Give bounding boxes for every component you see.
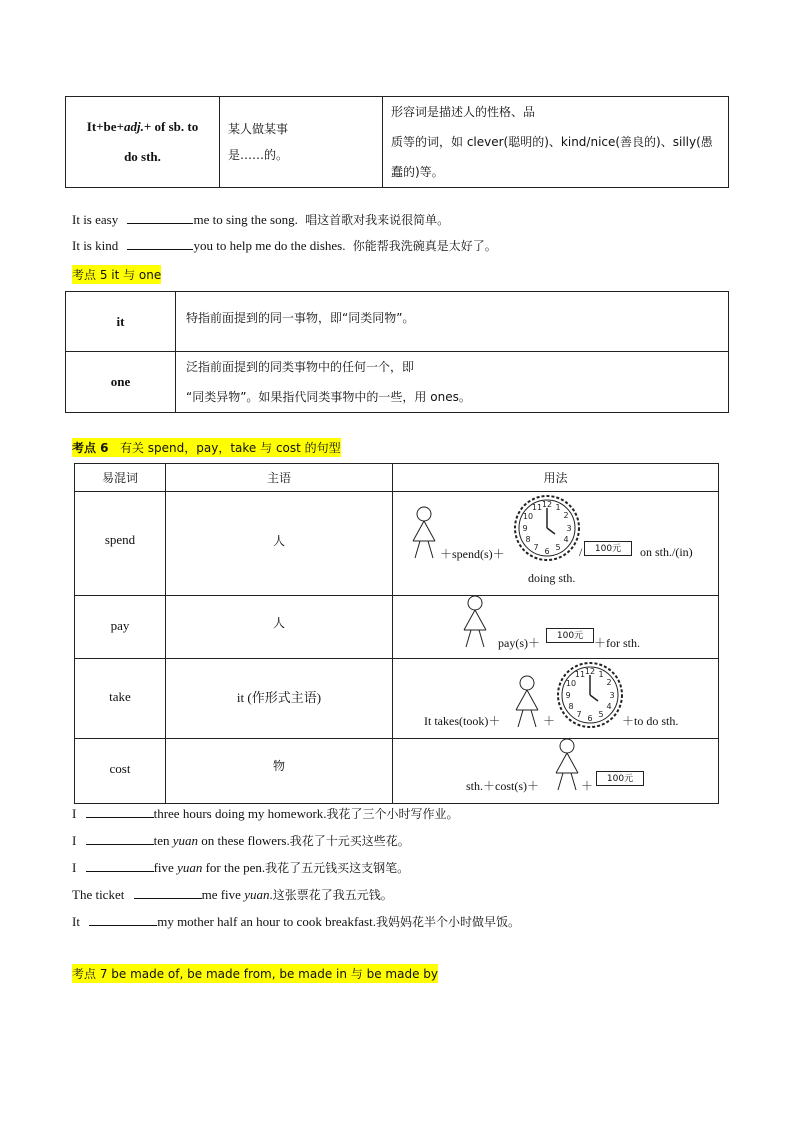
one-desc-cell <box>176 352 729 413</box>
it-word-cell <box>66 292 176 352</box>
svg-text:7: 7 <box>576 710 582 719</box>
exercise-post: five <box>153 860 178 875</box>
usage-take-a: It takes(took)＋ <box>424 714 501 728</box>
one-desc-line1: 泛指前面提到的同类事物中的任何一个，即 <box>186 360 415 374</box>
row-word <box>75 659 166 739</box>
exercise-cn: 我妈妈花半个小时做早饭。 <box>375 915 520 929</box>
one-word: one <box>110 374 131 389</box>
answer-blank[interactable] <box>127 211 193 224</box>
exercise-line-5 <box>72 913 520 930</box>
usage-pay-a: pay(s)＋ <box>498 636 540 650</box>
exercise-italic: yuan <box>244 887 270 902</box>
money-label: 100元 <box>594 544 622 554</box>
header-subject-label: 主语 <box>266 471 291 485</box>
usage-take-c: ＋to do sth. <box>622 714 679 728</box>
exercise-pre: I <box>72 833 77 848</box>
answer-blank[interactable] <box>127 237 193 250</box>
svg-text:2: 2 <box>563 511 569 520</box>
example-post: you to help me do the dishes. <box>193 238 346 253</box>
exercise-post: my mother half an hour to cook breakfast. <box>157 914 376 929</box>
pattern-cell <box>66 97 220 188</box>
it-one-table <box>65 291 729 413</box>
exercise-cn: 这张票花了我五元钱。 <box>272 888 393 902</box>
svg-text:12: 12 <box>584 667 596 676</box>
exercise-cn: 我花了五元钱买这支钢笔。 <box>265 861 410 875</box>
exercise-pre: It <box>72 914 80 929</box>
header-subject <box>166 464 393 492</box>
clock-icon <box>513 494 581 562</box>
exercise-cn: 我花了三个小时写作业。 <box>326 807 459 821</box>
header-usage <box>393 464 719 492</box>
usage-spend-b: / <box>579 545 583 559</box>
svg-text:5: 5 <box>598 710 604 719</box>
example-line-1 <box>72 211 449 228</box>
exercise-pre: The ticket <box>72 887 125 902</box>
example-line-2 <box>72 237 497 254</box>
header-word <box>75 464 166 492</box>
usage-cost-a: sth.＋cost(s)＋ <box>466 779 539 793</box>
svg-text:2: 2 <box>606 678 612 687</box>
header-usage-label: 用法 <box>543 471 568 485</box>
pattern-adj: adj. <box>123 119 144 134</box>
answer-blank[interactable] <box>86 859 154 872</box>
pattern-part1: It+be+ <box>86 119 124 134</box>
clock-icon <box>556 661 624 729</box>
heading-topic-6 <box>72 438 341 457</box>
header-word-label: 易混词 <box>101 471 138 485</box>
pattern-line2: do sth. <box>124 149 161 164</box>
exercise-post2: on these flowers. <box>198 833 290 848</box>
money-label: 100元 <box>606 774 634 784</box>
exercise-pre: I <box>72 860 77 875</box>
it-desc-cell <box>176 292 729 352</box>
svg-text:8: 8 <box>525 535 531 544</box>
person-icon <box>553 738 581 792</box>
row-word <box>75 739 166 804</box>
row-subject <box>166 492 393 596</box>
svg-text:1: 1 <box>555 503 561 512</box>
svg-text:9: 9 <box>565 691 571 700</box>
row-word <box>75 492 166 596</box>
heading-topic-6-text: 有关 spend，pay，take 与 cost 的句型 <box>119 441 341 455</box>
svg-text:9: 9 <box>522 524 528 533</box>
it-desc: 特指前面提到的同一事物，即“同类同物”。 <box>186 311 415 325</box>
exercise-post2: . <box>269 887 273 902</box>
row-word <box>75 596 166 659</box>
exercise-post: me five <box>201 887 245 902</box>
usage-spend-a: ＋spend(s)＋ <box>440 547 505 561</box>
exercise-line-1 <box>72 805 459 822</box>
pattern-table <box>65 96 729 188</box>
exercise-cn: 我花了十元买这些花。 <box>289 834 410 848</box>
money-icon <box>596 771 644 786</box>
row-subject <box>166 596 393 659</box>
row-usage-pay <box>393 596 719 659</box>
svg-text:11: 11 <box>531 503 543 512</box>
svg-text:6: 6 <box>544 547 550 556</box>
svg-text:7: 7 <box>533 543 539 552</box>
one-desc-line2: “同类异物”。如果指代同类事物中的一些，用 ones。 <box>186 390 471 404</box>
usage-spend-c: on sth./(in) <box>640 545 693 559</box>
exercise-post: ten <box>153 833 173 848</box>
meaning-cell <box>220 97 383 188</box>
svg-text:10: 10 <box>522 512 534 521</box>
example-post: me to sing the song. <box>193 212 298 227</box>
svg-text:8: 8 <box>568 702 574 711</box>
usage-pay-b: ＋for sth. <box>594 636 640 650</box>
row-subject <box>166 739 393 804</box>
subject-cost: 物 <box>272 759 285 773</box>
answer-blank[interactable] <box>86 805 154 818</box>
example-pre: It is kind <box>72 238 119 253</box>
one-word-cell <box>66 352 176 413</box>
it-word: it <box>116 313 125 329</box>
svg-text:3: 3 <box>566 524 572 533</box>
meaning-line2: 是……的。 <box>228 148 289 162</box>
exercise-line-2 <box>72 832 410 849</box>
answer-blank[interactable] <box>89 913 157 926</box>
svg-text:3: 3 <box>609 691 615 700</box>
heading-topic-6-label: 考点 6 <box>72 441 109 455</box>
word-cost: cost <box>109 761 131 776</box>
exercise-italic: yuan <box>177 860 203 875</box>
money-label: 100元 <box>556 631 584 641</box>
svg-text:4: 4 <box>606 702 612 711</box>
pattern-part2: + of sb. to <box>143 119 199 134</box>
person-icon <box>513 675 541 729</box>
exercise-post2: for the pen. <box>202 860 266 875</box>
svg-text:6: 6 <box>587 714 593 723</box>
money-icon <box>546 628 594 643</box>
example-cn: 你能帮我洗碗真是太好了。 <box>352 239 497 253</box>
note-line2: 质等的词，如 clever(聪明的)、kind/nice(善良的)、silly(愚 <box>391 135 713 149</box>
word-spend: spend <box>104 532 136 547</box>
subject-spend: 人 <box>272 534 285 548</box>
exercise-post: three hours doing my homework. <box>153 806 327 821</box>
money-icon <box>584 541 632 556</box>
usage-cost-b: ＋ <box>581 779 594 793</box>
svg-text:10: 10 <box>565 679 577 688</box>
word-take: take <box>109 689 131 704</box>
person-icon <box>410 506 438 560</box>
meaning-line1: 某人做某事 <box>228 122 289 136</box>
heading-topic-7: 考点 7 be made of, be made from, be made in 与 be made by <box>72 964 438 983</box>
exercise-line-3 <box>72 859 409 876</box>
example-cn: 唱这首歌对我来说很简单。 <box>305 213 450 227</box>
exercise-italic: yuan <box>172 833 199 848</box>
note-cell <box>383 97 729 188</box>
svg-text:5: 5 <box>555 543 561 552</box>
exercise-line-4 <box>72 886 393 903</box>
svg-text:12: 12 <box>541 500 553 509</box>
heading-topic-5: 考点 5 it 与 one <box>72 265 161 284</box>
usage-spend-d: doing sth. <box>528 571 576 585</box>
answer-blank[interactable] <box>134 886 202 899</box>
subject-take: it (作形式主语) <box>236 690 322 705</box>
subject-pay: 人 <box>272 616 285 630</box>
word-pay: pay <box>110 618 130 633</box>
usage-take-b: ＋ <box>543 714 556 728</box>
note-line3: 蠢的)等。 <box>391 165 444 179</box>
svg-text:1: 1 <box>598 670 604 679</box>
svg-text:4: 4 <box>563 535 569 544</box>
answer-blank[interactable] <box>86 832 154 845</box>
row-subject <box>166 659 393 739</box>
exercise-pre: I <box>72 806 77 821</box>
svg-text:11: 11 <box>574 670 586 679</box>
example-pre: It is easy <box>72 212 119 227</box>
note-line1: 形容词是描述人的性格、品 <box>391 105 536 119</box>
person-icon <box>461 595 489 649</box>
